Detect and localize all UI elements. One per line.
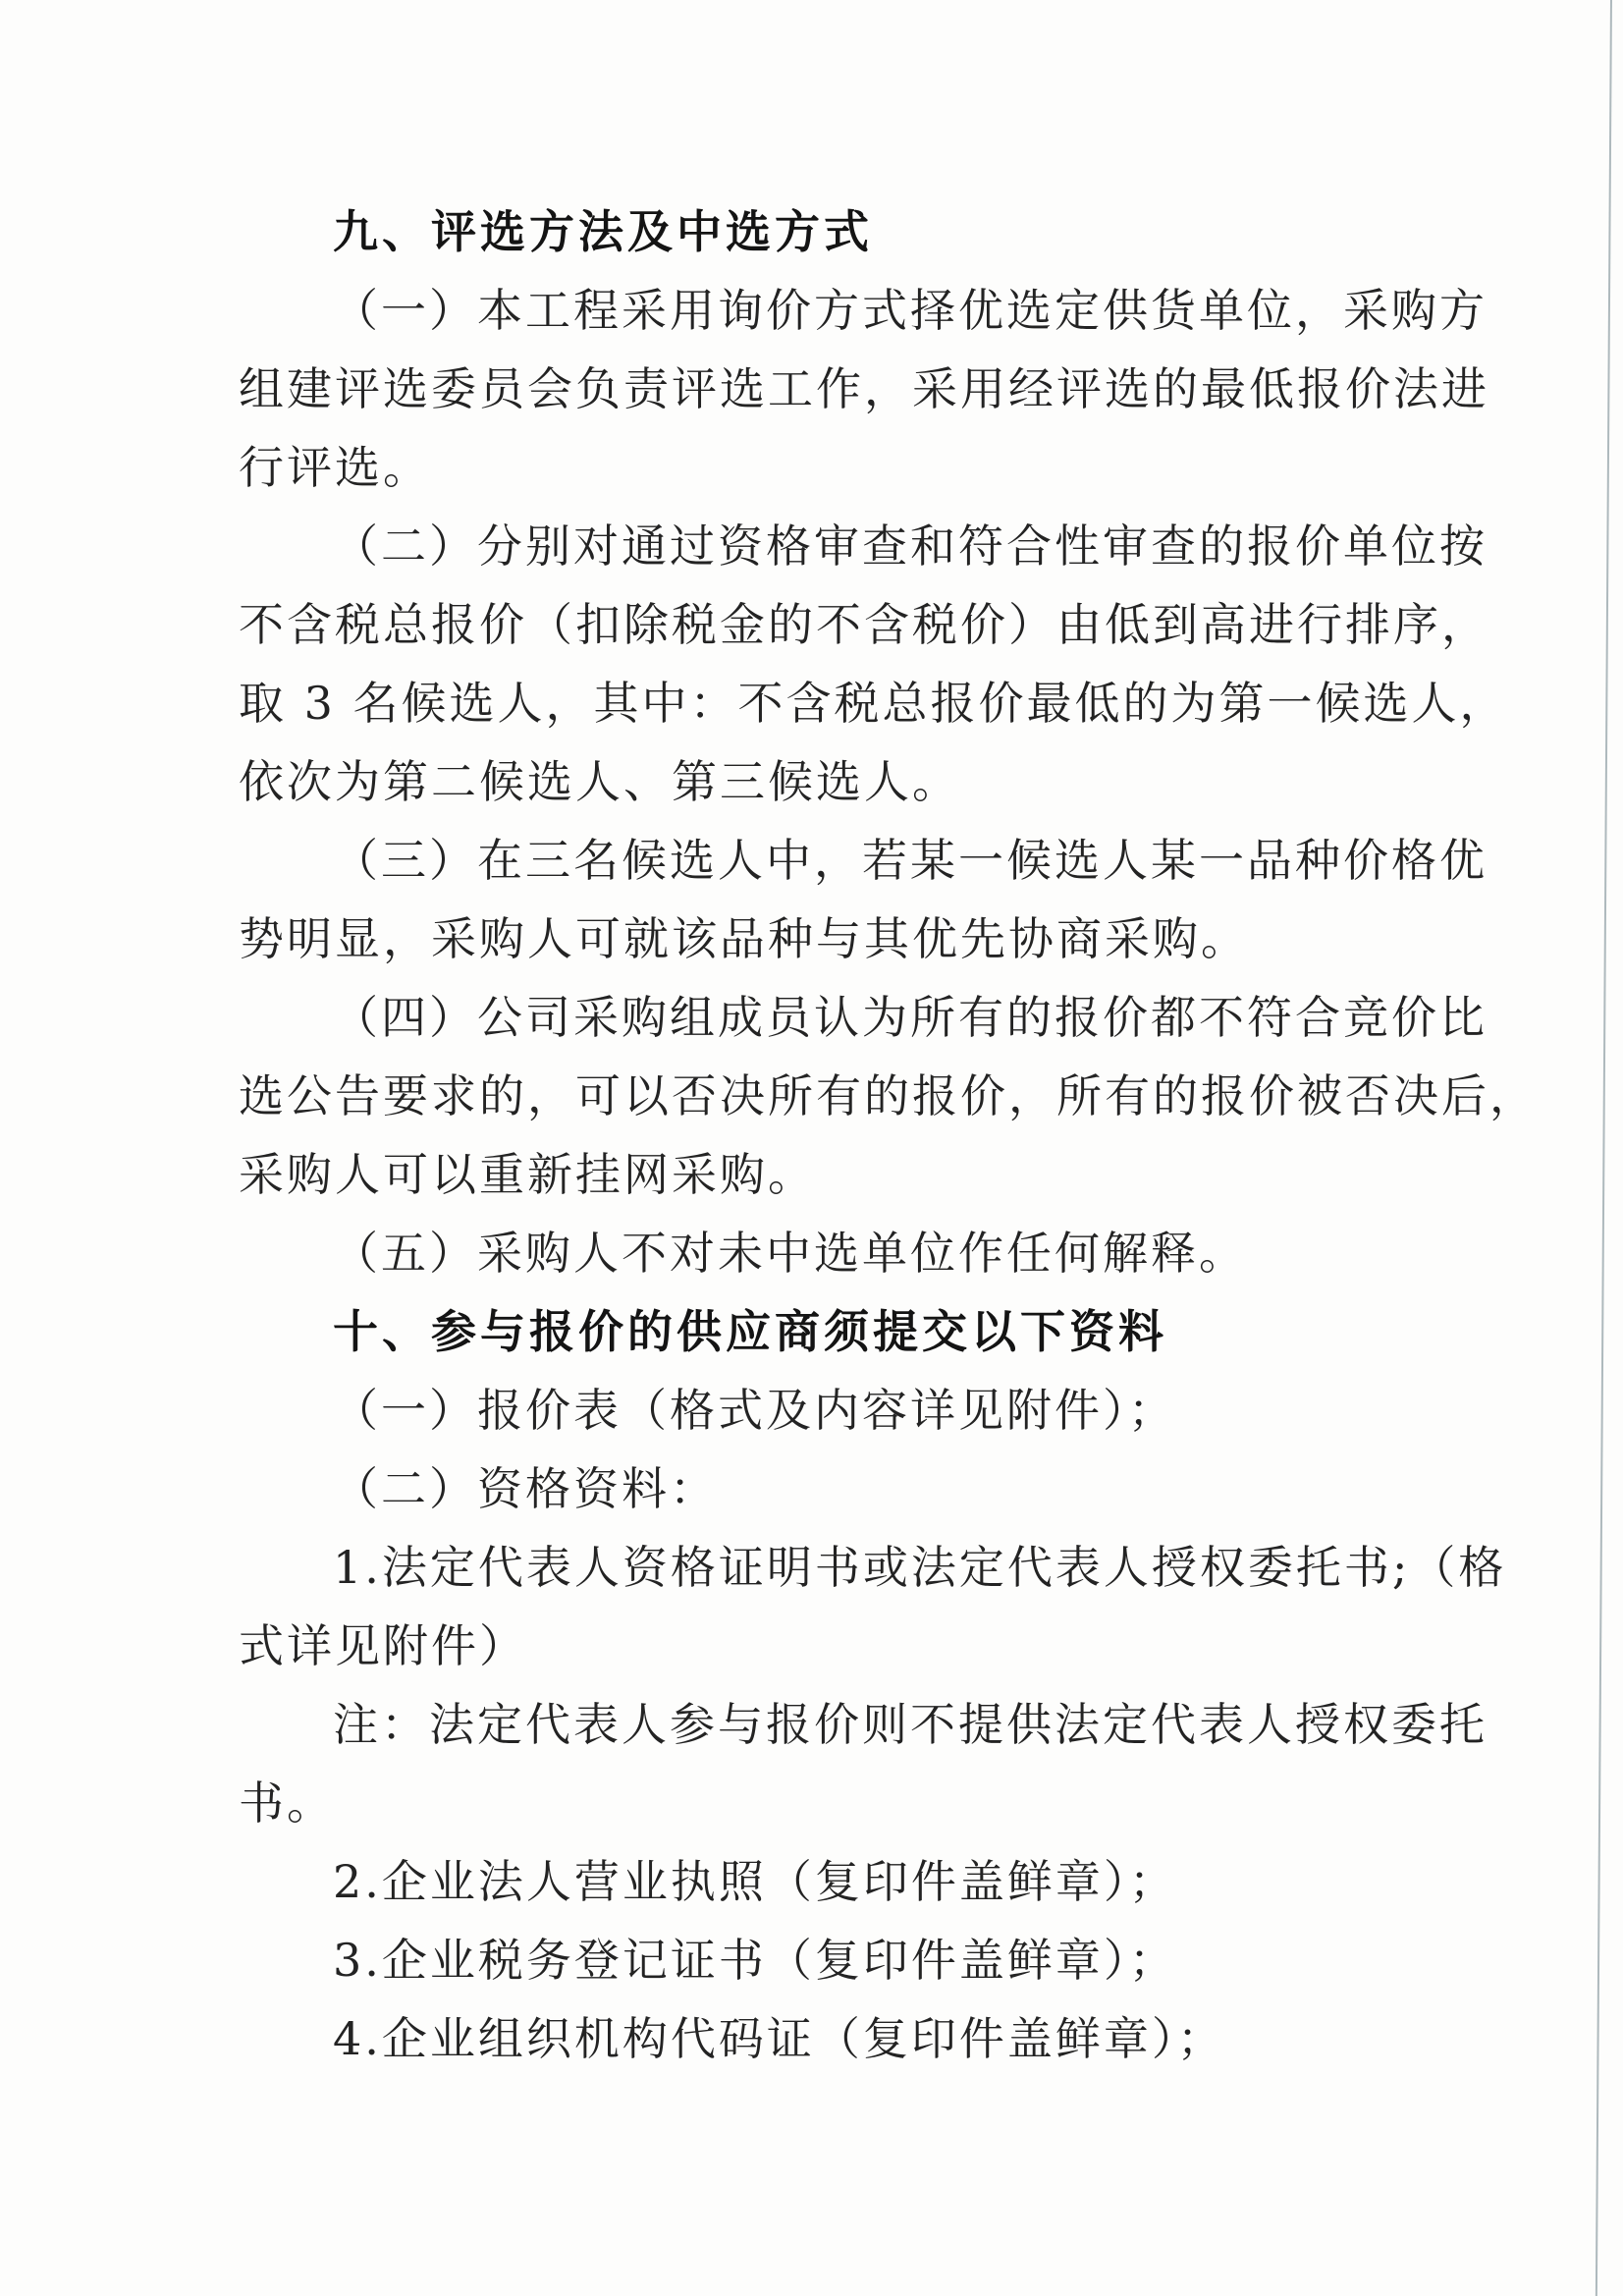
doc-line: （三）在三名候选人中，若某一候选人某一品种价格优 (333, 834, 1488, 887)
doc-line: 1.法定代表人资格证明书或法定代表人授权委托书;（格 (333, 1541, 1507, 1594)
doc-line: 选公告要求的，可以否决所有的报价，所有的报价被否决后， (239, 1069, 1538, 1122)
doc-line: （一）报价表（格式及内容详见附件）； (333, 1384, 1176, 1437)
doc-line: （四）公司采购组成员认为所有的报价都不符合竞价比 (333, 991, 1488, 1044)
section-heading-10: 十、参与报价的供应商须提交以下资料 (333, 1306, 1167, 1357)
doc-line: 式详见附件） (239, 1619, 527, 1672)
doc-line: （一）本工程采用询价方式择优选定供货单位，采购方 (333, 284, 1488, 337)
doc-line: 取 3 名候选人，其中：不含税总报价最低的为第一候选人， (239, 677, 1508, 730)
doc-line: （二）资格资料： (333, 1462, 718, 1515)
document-body (239, 192, 1538, 2078)
doc-line: 采购人可以重新挂网采购。 (239, 1148, 816, 1201)
doc-line: 2.企业法人营业执照（复印件盖鲜章）； (333, 1855, 1177, 1908)
doc-line: 不含税总报价（扣除税金的不含税价）由低到高进行排序， (239, 598, 1489, 651)
doc-line: 行评选。 (239, 441, 431, 494)
doc-line: 3.企业税务登记证书（复印件盖鲜章）； (333, 1934, 1177, 1987)
section-heading-9: 九、评选方法及中选方式 (333, 206, 873, 257)
doc-line: 依次为第二候选人、第三候选人。 (239, 755, 960, 808)
doc-line: （二）分别对通过资格审查和符合性审查的报价单位按 (333, 519, 1488, 573)
doc-line: 组建评选委员会负责评选工作，采用经评选的最低报价法进 (239, 362, 1489, 415)
doc-line: 势明显，采购人可就该品种与其优先协商采购。 (239, 912, 1249, 965)
doc-line: 注：法定代表人参与报价则不提供法定代表人授权委托 (333, 1698, 1488, 1751)
doc-line: 4.企业组织机构代码证（复印件盖鲜章）； (333, 2012, 1225, 2065)
doc-line: （五）采购人不对未中选单位作任何解释。 (333, 1227, 1247, 1280)
scan-page-edge-line (1596, 0, 1612, 2296)
doc-line: 书。 (239, 1777, 335, 1830)
